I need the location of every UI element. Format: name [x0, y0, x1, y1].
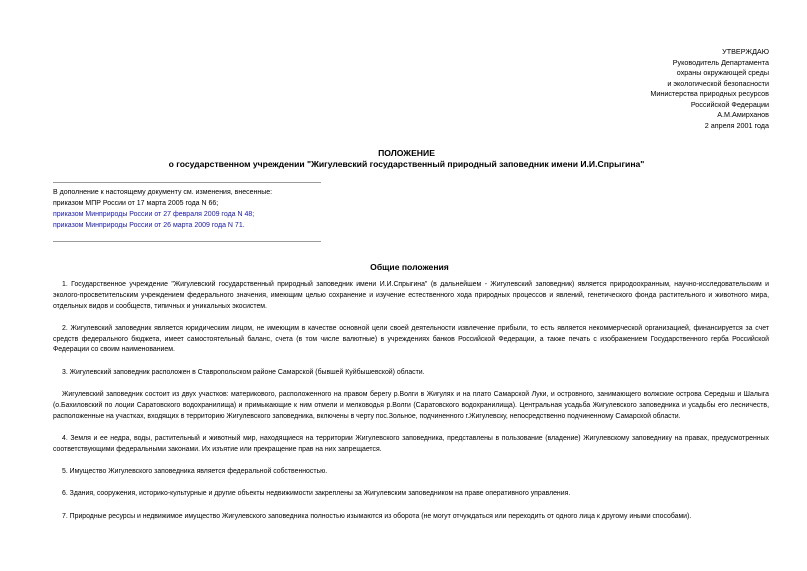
approval-line: Российской Федерации	[690, 99, 769, 109]
approval-line: и экологической безопасности	[667, 78, 769, 88]
change-item-link[interactable]: приказом Минприроды России от 27 февраля 2009 года N 48;	[53, 211, 255, 218]
paragraph: 7. Природные ресурсы и недвижимое имущество Жигулевского заповедника полностью изымаются из оборота (не могут отчуждаться или переходить от одного лица к другому иными способами).	[62, 512, 692, 520]
approval-line: охраны окружающей среды	[676, 68, 769, 77]
paragraph: 1. Государственное учреждение "Жигулевский государственный природный заповедник имени И.И.Спрыгина" (в дальнейшем - Жигулевский заповедник) является природоохранным, научно-исследовательским и эколого-просветительским учреждением федерального значения, имеющим целью сохранение и изучение естественного хода природных процессов и явлений, генетического фонда растительного и животного мира, отдельных видов и сообществ, типичных и уникальных экосистем.	[53, 281, 769, 310]
paragraph: Жигулевский заповедник состоит из двух участков: материкового, расположенного на правом берегу р.Волги в Жигулях и на плато Самарской Луки, и островного, занимающего волжские острова Середыш и Шалыга (о.Бахиловский по лоции Саратовского водохранилища) и примыкающие к ним отмели и мелководья р.Волги (Саратовского водохранилища). Центральная усадьба Жигулевского заповедника и усадьбы его лесничеств, расположенные на участках, входящих в территорию Жигулевского заповедника, включены в черту пос.Зольное, подчиненного г.Жигулевску, непосредственно подчиненному Самарской области.	[53, 391, 769, 420]
paragraph: 3. Жигулевский заповедник расположен в Ставропольском районе Самарской (бывшей Куйбышевской) области.	[62, 368, 425, 376]
section-heading: Общие положения	[370, 262, 449, 272]
paragraph: 2. Жигулевский заповедник является юридическим лицом, не имеющим в качестве основной цели своей деятельности извлечение прибыли, то есть является некоммерческой организацией, финансируется за счет средств федерального бюджета, имеет самостоятельный баланс, счета (в том числе валютные) в учреждениях банков Российской Федерации, а также печать с изображением Государственного герба Российской Федерации со своим наименованием.	[53, 324, 769, 354]
document-title-subtitle: о государственном учреждении "Жигулевский государственный природный заповедник имени И.И.Спрыгина"	[168, 159, 645, 169]
change-item-link[interactable]: приказом Минприроды России от 26 марта 2009 года N 71.	[53, 222, 245, 229]
paragraph: 5. Имущество Жигулевского заповедника является федеральной собственностью.	[62, 468, 328, 476]
change-item: приказом МПР России от 17 марта 2005 года N 66;	[53, 200, 219, 207]
paragraph: 6. Здания, сооружения, историко-культурные и другие объекты недвижимости закреплены за Жигулевским заповедником на праве оперативного управления.	[62, 490, 571, 498]
approval-line: Руководитель Департамента	[672, 57, 769, 67]
document-body	[53, 280, 769, 534]
document-title	[0, 148, 807, 170]
approval-line: 2 апреля 2001 года	[704, 120, 769, 130]
paragraph: 4. Земля и ее недра, воды, растительный и животный мир, находящиеся на территории Жигулевского заповедника, представлены в пользование (владение) Жигулевскому заповеднику на правах, предусмотренных соответствующими федеральными законами. Их изъятие или прекращение прав на них запрещается.	[53, 434, 769, 453]
approval-line: А.М.Амирханов	[717, 110, 769, 119]
approval-line: Министерства природных ресурсов	[650, 89, 769, 98]
approval-line: УТВЕРЖДАЮ	[722, 47, 769, 56]
approval-block	[650, 47, 769, 131]
changes-notice	[53, 182, 321, 242]
changes-intro: В дополнение к настоящему документу см. изменения, внесенные:	[53, 189, 273, 196]
document-title-main: ПОЛОЖЕНИЕ	[378, 148, 435, 158]
